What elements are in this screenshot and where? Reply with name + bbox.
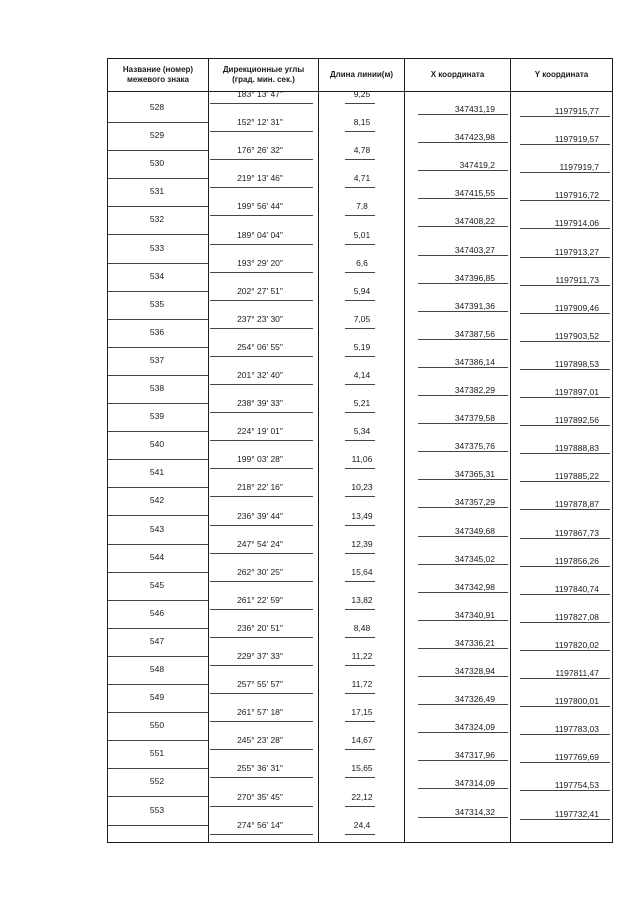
x-coordinate-cell: 347314,32 [454,806,495,817]
line-length-cell: 5,19 [353,341,371,352]
direction-angle-cell: 238° 39' 33" [237,398,283,409]
line-length-cell: 13,49 [351,510,373,521]
x-coordinate-cell: 347415,55 [454,188,495,199]
line-length-cell: 5,94 [353,285,371,296]
direction-angle-cell: 229° 37' 33" [237,651,283,661]
x-coordinate-cell: 347396,85 [454,272,495,283]
y-coordinate-cell: 1197897,01 [554,387,599,397]
marker-name-cell: 530 [149,158,165,169]
y-coordinate-cell: 1197754,53 [554,780,599,791]
x-coordinate-cell: 347375,76 [454,441,495,452]
line-length-cell: 15,65 [351,763,373,774]
header-x-coordinate: Х координата [430,70,485,79]
y-coordinate-cell: 1197915,77 [554,106,599,116]
x-coordinate-cell: 347365,31 [454,469,495,480]
line-length-cell: 4,71 [353,173,371,184]
direction-angle-cell: 236° 20' 51" [237,622,283,633]
line-length-cell: 11,72 [351,679,373,690]
line-length-cell: 17,15 [351,707,373,718]
marker-name-cell: 548 [149,664,165,674]
direction-angle-cell: 245° 23' 28" [237,735,283,746]
direction-angle-cell: 257° 55' 57" [237,679,283,690]
marker-name-cell: 534 [149,270,165,281]
direction-angle-cell: 262° 30' 25" [237,566,283,577]
line-length-cell: 4,78 [353,145,371,156]
line-length-cell: 12,39 [351,538,373,549]
line-length-cell: 15,64 [351,566,373,577]
y-coordinate-cell: 1197919,57 [554,134,599,145]
x-coordinate-cell: 347336,21 [454,637,495,648]
x-coordinate-cell: 347382,29 [454,385,495,395]
marker-name-cell: 537 [149,354,165,365]
y-coordinate-cell: 1197892,56 [554,415,599,426]
line-length-cell: 8,15 [353,117,371,128]
line-length-cell: 5,21 [353,398,371,409]
direction-angle-cell: 202° 27' 51" [237,285,283,296]
direction-angle-cell: 270° 35' 45" [237,791,283,802]
header-direction-angle: Дирекционные углы (град. мин. сек.) [222,65,305,84]
y-coordinate-cell: 1197916,72 [554,190,599,201]
x-coordinate-cell: 347345,02 [454,553,495,564]
direction-angle-cell: 224° 19' 01" [237,426,283,437]
line-length-cell: 24,4 [353,819,371,830]
line-length-cell: 11,22 [351,651,373,661]
line-length-cell: 7,05 [353,313,371,324]
x-coordinate-cell: 347386,14 [454,356,495,367]
y-coordinate-cell: 1197827,08 [554,611,599,622]
y-coordinate-cell: 1197919,7 [559,162,599,173]
direction-angle-cell: 247° 54' 24" [237,538,283,549]
x-coordinate-cell: 347391,36 [454,300,495,311]
y-coordinate-cell: 1197732,41 [554,808,599,819]
marker-name-cell: 549 [149,692,165,703]
y-coordinate-cell: 1197885,22 [554,471,599,482]
y-coordinate-cell: 1197867,73 [554,527,599,538]
y-coordinate-cell: 1197811,47 [555,668,599,678]
marker-name-cell: 533 [149,242,165,253]
line-length-cell: 10,23 [351,482,373,493]
x-coordinate-cell: 347317,96 [454,750,495,761]
x-coordinate-cell: 347408,22 [454,216,495,227]
direction-angle-cell: 261° 22' 59" [237,594,283,605]
line-length-cell: 4,14 [353,370,371,380]
line-length-cell: 8,48 [353,622,371,633]
y-coordinate-cell: 1197888,83 [554,443,599,454]
marker-name-cell: 529 [149,130,165,141]
direction-angle-cell: 237° 23' 30" [237,313,283,324]
direction-angle-cell: 218° 22' 16" [237,482,283,493]
x-coordinate-cell: 347324,09 [454,722,495,733]
y-coordinate-cell: 1197783,03 [554,724,599,735]
marker-name-cell: 546 [149,607,165,618]
marker-name-cell: 550 [149,720,165,731]
line-length-cell: 7,8 [356,201,368,212]
direction-angle-cell: 183° 13' 47" [237,89,283,99]
x-coordinate-cell: 347328,94 [454,666,495,676]
direction-angle-cell: 261° 57' 18" [237,707,283,718]
x-coordinate-cell: 347340,91 [454,609,495,620]
direction-angle-cell: 219° 13' 46" [237,173,283,184]
marker-name-cell: 540 [149,439,165,450]
header-line-length: Длина линии(м) [329,70,394,79]
direction-angle-cell: 176° 26' 32" [237,145,283,156]
marker-name-cell: 531 [149,186,165,197]
x-coordinate-cell: 347349,68 [454,525,495,536]
marker-name-cell: 544 [149,551,165,562]
line-length-cell: 5,34 [353,426,371,437]
y-coordinate-cell: 1197800,01 [554,696,599,707]
x-coordinate-cell: 347357,29 [454,497,495,508]
line-length-cell: 6,6 [356,257,368,268]
y-coordinate-cell: 1197769,69 [554,752,599,763]
marker-name-cell: 553 [149,804,165,815]
x-coordinate-cell: 347403,27 [454,244,495,255]
direction-angle-cell: 152° 12' 31" [237,117,283,128]
marker-name-cell: 542 [149,495,165,506]
x-coordinate-cell: 347379,58 [454,413,495,424]
y-coordinate-cell: 1197820,02 [554,639,599,650]
direction-angle-cell: 254° 06' 55" [237,341,283,352]
marker-name-cell: 535 [149,298,165,309]
marker-name-cell: 543 [149,523,165,534]
x-coordinate-cell: 347423,98 [454,132,495,143]
y-coordinate-cell: 1197903,52 [554,330,599,341]
header-marker-name: Название (номер) межевого знака [122,65,194,84]
marker-name-cell: 551 [149,748,165,759]
line-length-cell: 9,25 [353,89,371,99]
direction-angle-cell: 199° 03' 28" [237,454,283,465]
marker-name-cell: 536 [149,326,165,337]
line-length-cell: 22,12 [351,791,373,802]
x-coordinate-cell: 347326,49 [454,694,495,705]
y-coordinate-cell: 1197856,26 [554,555,599,566]
x-coordinate-cell: 347342,98 [454,581,495,592]
marker-name-cell: 528 [149,102,165,112]
line-length-cell: 11,06 [351,454,373,465]
direction-angle-cell: 201° 32' 40" [237,370,283,380]
x-coordinate-cell: 347419,2 [459,160,495,171]
y-coordinate-cell: 1197909,46 [554,302,599,313]
direction-angle-cell: 274° 56' 14" [237,819,283,830]
direction-angle-cell: 255° 36' 31" [237,763,283,774]
y-coordinate-cell: 1197898,53 [554,358,599,369]
marker-name-cell: 552 [149,776,165,787]
x-coordinate-cell: 347431,19 [454,104,495,114]
direction-angle-cell: 193° 29' 20" [237,257,283,268]
line-length-cell: 14,67 [351,735,373,746]
line-length-cell: 13,82 [351,594,373,605]
direction-angle-cell: 199° 56' 44" [237,201,283,212]
marker-name-cell: 538 [149,383,165,393]
marker-name-cell: 545 [149,579,165,590]
y-coordinate-cell: 1197913,27 [554,246,599,257]
y-coordinate-cell: 1197840,74 [554,583,599,594]
y-coordinate-cell: 1197878,87 [554,499,599,510]
marker-name-cell: 541 [149,467,165,478]
marker-name-cell: 539 [149,411,165,422]
direction-angle-cell: 189° 04' 04" [237,229,283,240]
header-y-coordinate: Y координата [534,70,589,79]
marker-name-cell: 547 [149,635,165,646]
y-coordinate-cell: 1197914,06 [554,218,599,229]
x-coordinate-cell: 347387,56 [454,328,495,339]
marker-name-cell: 532 [149,214,165,225]
x-coordinate-cell: 347314,09 [454,778,495,789]
y-coordinate-cell: 1197911,73 [555,274,599,285]
direction-angle-cell: 236° 39' 44" [237,510,283,521]
line-length-cell: 5,01 [353,229,371,240]
